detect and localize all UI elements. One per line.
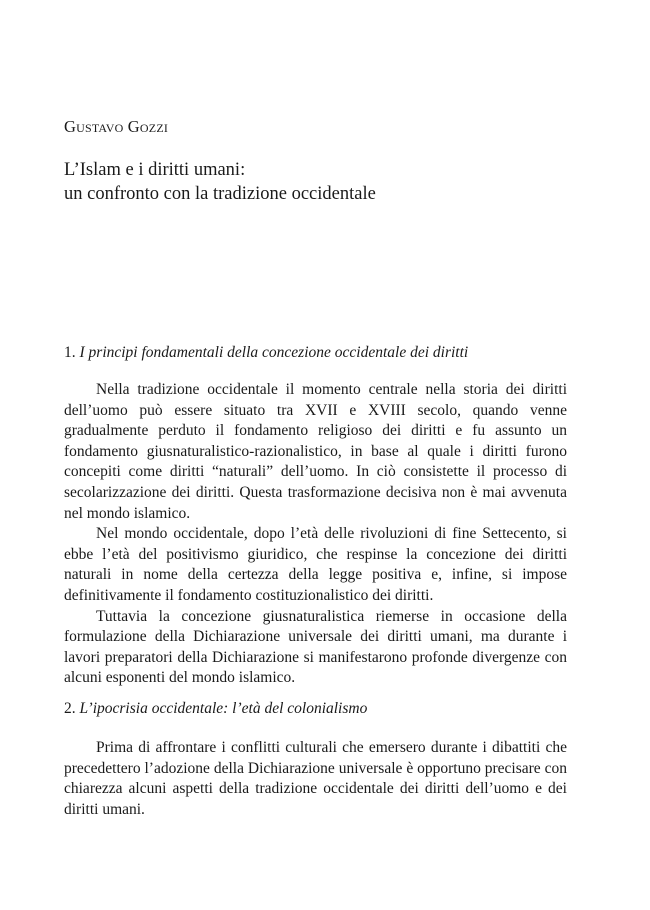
- author-name: Gustavo Gozzi: [64, 117, 169, 136]
- section-2-number: 2.: [64, 700, 76, 717]
- section-2-heading: [64, 700, 367, 718]
- section-1-number: 1.: [64, 344, 76, 361]
- section-1-paragraph-1: Nella tradizione occidentale il momento centrale nella storia dei diritti dell’uomo può essere situato tra XVII e XVIII secolo, quando venne gradualmente perduto il fondamento religioso dei diritti e fu assunto un fondamento giusnaturalistico-razionalistico, in base al quale i diritti furono concepiti come diritti “naturali” dell’uomo. In ciò consistette il processo di secolarizzazione dei diritti. Questa trasformazione decisiva non è mai avvenuta nel mondo islamico.: [64, 381, 567, 522]
- section-2-paragraph-1: Prima di affrontare i conflitti culturali che emersero durante i dibattiti che precedettero l’adozione della Dichiarazione universale è opportuno precisare con chiarezza alcuni aspetti della tradizione occidentale dei diritti dell’uomo e dei diritti umani.: [64, 739, 567, 818]
- section-1-title: I principi fondamentali della concezione occidentale dei diritti: [79, 344, 469, 361]
- section-1-body: [64, 380, 567, 689]
- essay-title-line-2: un confronto con la tradizione occidentale: [64, 184, 376, 204]
- section-2-title: L’ipocrisia occidentale: l’età del colonialismo: [79, 700, 368, 717]
- essay-title-line-1: L’Islam e i diritti umani:: [64, 160, 246, 180]
- section-1-paragraph-2: Nel mondo occidentale, dopo l’età delle rivoluzioni di fine Settecento, si ebbe l’età del positivismo giuridico, che respinse la concezione dei diritti naturali in nome della certezza della legge positiva e, infine, si impose definitivamente il fondamento costituzionalistico dei diritti.: [64, 525, 567, 604]
- section-2-body: [64, 738, 567, 820]
- section-1-heading: [64, 344, 468, 362]
- section-1-paragraph-3: Tuttavia la concezione giusnaturalistica riemerse in occasione della formulazione della Dichiarazione universale dei diritti umani, ma durante i lavori preparatori della Dichiarazione si manifestarono profonde divergenze con alcuni esponenti del mondo islamico.: [64, 607, 567, 687]
- essay-title: [64, 158, 376, 206]
